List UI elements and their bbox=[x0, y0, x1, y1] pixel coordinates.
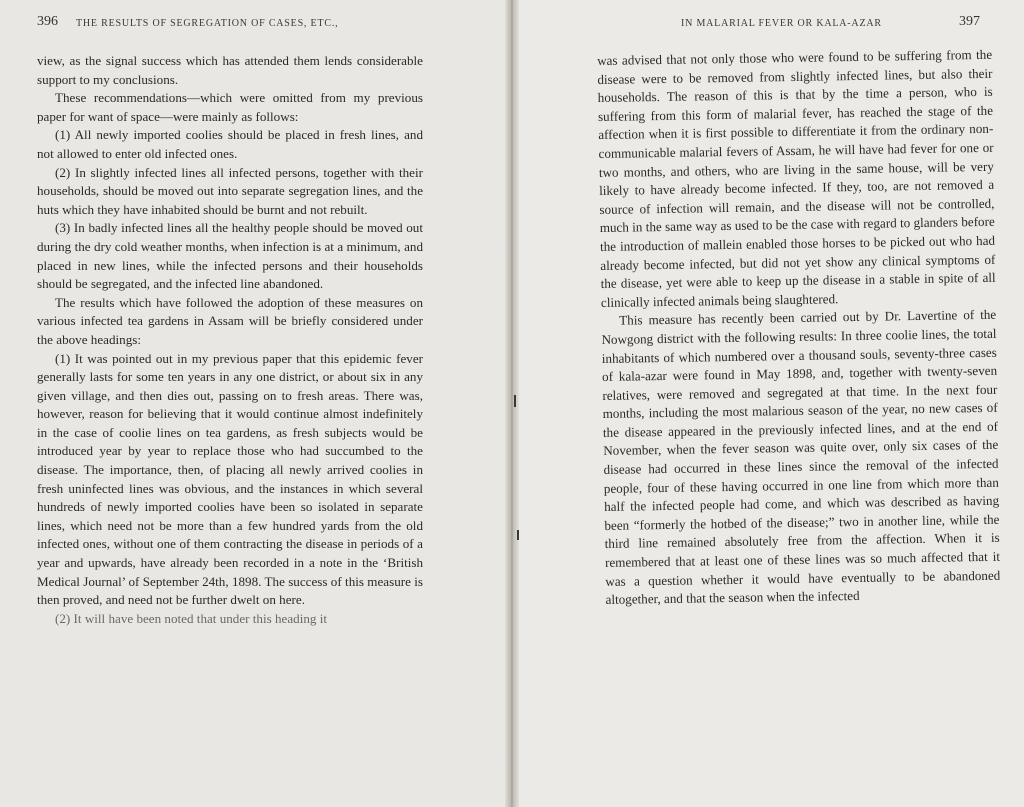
paragraph: was advised that not only those who were found to be suffering from the disease were to be removed from slightly infected lines, but also their households. The reason of this is that by the time a person, who is suffering from this form of malarial fever, has reached the stage of the affection when it is first possible to differentiate it from the ordinary non-communicable malarial fevers of Assam, he will have had fever for one or two months, and others, who are living in the same house, will be very likely to have already become infected. If they, too, are not removed a source of infection will remain, and the disease will not be controlled, much in the same way as used to be the case with regard to glanders before the introduction of mallein enabled those horses to be picked out who had already become infected, but did not yet show any clinical symptoms of the disease, yet were able to keep up the disease in a stable in spite of all clinically infected animals being slaughtered. bbox=[597, 46, 996, 310]
paragraph: (1) All newly imported coolies should be placed in fresh lines, and not allowed to enter old infected ones. bbox=[37, 127, 423, 161]
paragraph: These recommendations—which were omitted from my previous paper for want of space—were mainly as follows: bbox=[37, 90, 423, 124]
body-text bbox=[37, 52, 423, 628]
paragraph: (3) In badly infected lines all the healthy people should be moved out during the dry cold weather months, when infection is at a minimum, and placed in new lines, while the infected persons and their households should be segregated, and the infected line abandoned. bbox=[37, 220, 423, 292]
paragraph: view, as the signal success which has attended them lends considerable support to my conclusions. bbox=[37, 53, 423, 87]
gutter-mark bbox=[517, 530, 519, 540]
right-page bbox=[512, 0, 1024, 807]
running-head: THE RESULTS OF SEGREGATION OF CASES, ETC., bbox=[76, 18, 339, 29]
running-head: IN MALARIAL FEVER OR KALA-AZAR bbox=[681, 18, 882, 29]
paragraph: (1) It was pointed out in my previous paper that this epidemic fever generally lasts for some ten years in any one district, or about six in any given village, and then dies out, passing on to fresh areas. There was, however, reason for believing that it would continue almost indefinitely in the case of coolie lines on tea gardens, as fresh subjects would be introduced year by year to replace those who had succumbed to the disease. The importance, then, of placing all newly arrived coolies in fresh uninfected lines was obvious, and the instances in which several hundreds of newly imported coolies have been so isolated in separate lines, which need not be more than a few hundred yards from the old infected ones, without one of them contracting the disease in periods of a year and upwards, have already been recorded in a note in the ‘British Medical Journal’ of September 24th, 1898. The success of this measure is then proved, and need not be further dwelt on here. bbox=[37, 350, 423, 608]
paragraph: This measure has recently been carried out by Dr. Lavertine of the Nowgong district with the following results: In three coolie lines, the total inhabitants of which numbered over a thousand souls, seventy-three cases of kala-azar were found in May 1898, and, together with twenty-seven relatives, were removed and segregated at that time. In the next four months, including the most malarious season of the year, no new cases of the disease appeared in the previously infected lines, and at the end of November, when the fever season was quite over, only six cases of the disease had occurred in these lines since the removal of the infected people, four of these having occurred in one line from which more than half the infected people had come, and which was described as having been “formerly the hotbed of the disease;” two in another line, while the third line remained absolutely free from the affection. When it is remembered that at least one of these lines was so much affected that it was a question whether it would have eventually to be abandoned altogether, and that the season when the infected bbox=[601, 307, 1001, 608]
page-number: 397 bbox=[959, 14, 980, 29]
body-text bbox=[597, 46, 1001, 610]
book-gutter bbox=[505, 0, 519, 807]
paragraph: (2) It will have been noted that under this heading it bbox=[55, 610, 327, 626]
paragraph: The results which have followed the adoption of these measures on various infected tea gardens in Assam will be briefly considered under the above headings: bbox=[37, 294, 423, 347]
page-number: 396 bbox=[37, 14, 58, 29]
paragraph: (2) In slightly infected lines all infected persons, together with their households, should be moved out into separate segregation lines, and the huts which they have inhabited should be burnt and not rebuilt. bbox=[37, 164, 423, 217]
gutter-mark bbox=[514, 395, 516, 407]
